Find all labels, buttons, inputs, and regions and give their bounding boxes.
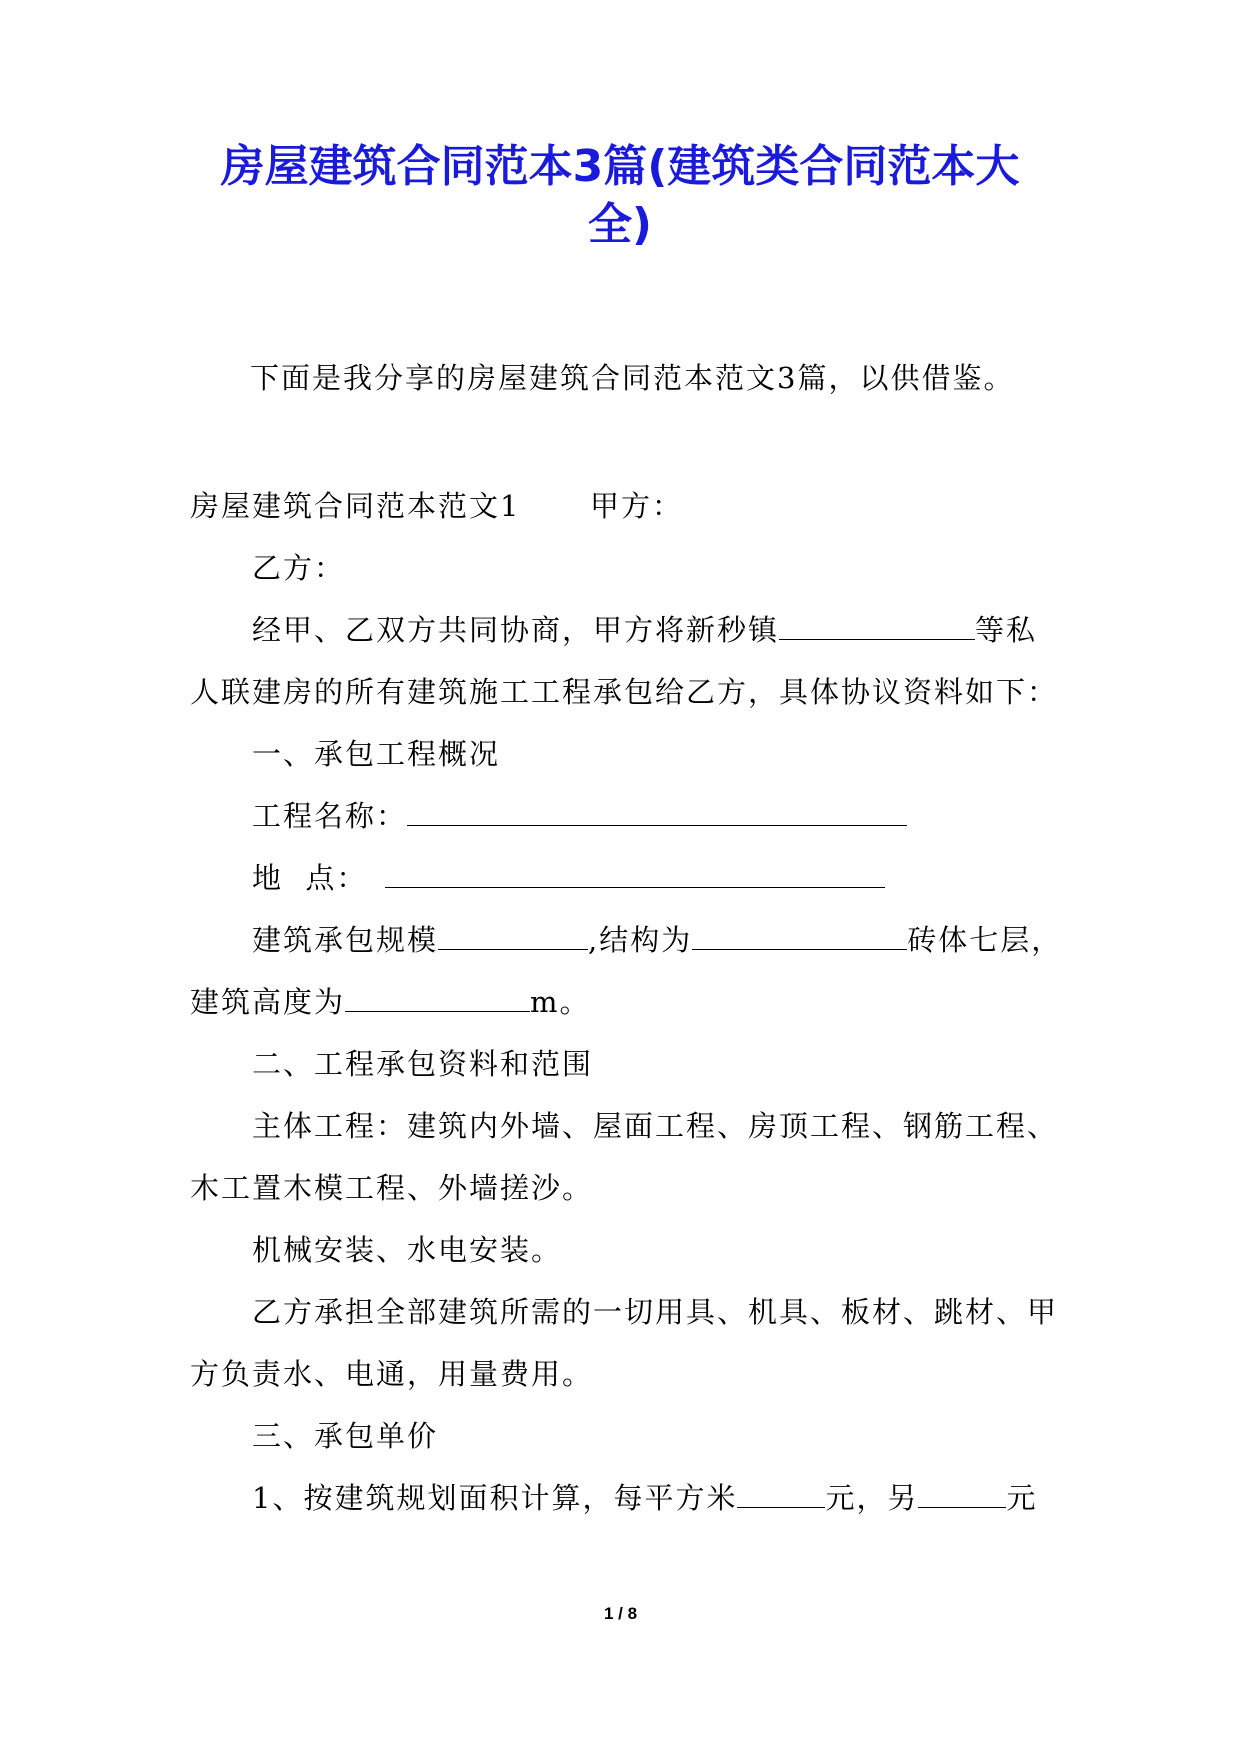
price-text-b: 元，另 — [825, 1481, 919, 1515]
section1-heading: 房屋建筑合同范本范文1 — [190, 489, 521, 523]
document-title-line1: 房屋建筑合同范本3篇(建筑类合同范本大 — [220, 141, 1020, 192]
main-work-line1: 主体工程：建筑内外墙、屋面工程、房顶工程、钢筋工程、 — [252, 1109, 1059, 1143]
scale-text-a: 建筑承包规模 — [252, 923, 439, 957]
project-name-label: 工程名称： — [252, 799, 408, 833]
party-a-label: 甲方： — [590, 489, 684, 523]
install-line: 机械安装、水电安装。 — [252, 1233, 563, 1267]
intro-paragraph: 下面是我分享的房屋建筑合同范本范文3篇，以供借鉴。 — [250, 361, 1015, 395]
agreement-line1 — [252, 610, 1037, 650]
price-line — [252, 1478, 1037, 1518]
tools-line1: 乙方承担全部建筑所需的一切用具、机具、板材、跳材、甲 — [252, 1295, 1059, 1329]
agreement-text-a: 经甲、乙双方共同协商，甲方将新秒镇 — [252, 613, 780, 647]
heading-3: 三、承包单价 — [252, 1419, 439, 1453]
agreement-text-b: 等私 — [975, 613, 1038, 647]
document-title-line2: 全) — [587, 199, 653, 250]
scale-blank — [438, 923, 588, 950]
heading-1: 一、承包工程概况 — [252, 737, 501, 771]
height-text-a: 建筑高度为 — [190, 985, 346, 1019]
height-blank — [345, 985, 530, 1012]
height-line — [190, 982, 591, 1022]
project-name-blank — [407, 799, 907, 826]
extra-price-blank — [918, 1481, 1006, 1508]
structure-blank — [692, 923, 907, 950]
heading-2: 二、工程承包资料和范围 — [252, 1047, 594, 1081]
main-work-line2: 木工置木模工程、外墙搓沙。 — [190, 1171, 594, 1205]
scale-text-b: ,结构为 — [588, 923, 693, 957]
town-blank — [779, 613, 975, 640]
project-name-line — [252, 796, 907, 836]
location-label: 地 点： — [252, 861, 368, 895]
page-number: 1 / 8 — [603, 1604, 638, 1623]
scale-line — [252, 920, 1062, 960]
tools-line2: 方负责水、电通，用量费用。 — [190, 1357, 594, 1391]
party-b-label: 乙方： — [252, 551, 346, 585]
price-blank — [737, 1481, 825, 1508]
location-line — [252, 858, 885, 898]
height-text-b: m。 — [530, 985, 591, 1019]
price-text-a: 1、按建筑规划面积计算，每平方米 — [252, 1481, 738, 1515]
price-text-c: 元 — [1006, 1481, 1038, 1515]
location-blank — [385, 861, 885, 888]
scale-text-c: 砖体七层， — [907, 923, 1063, 957]
agreement-line2: 人联建房的所有建筑施工工程承包给乙方，具体协议资料如下： — [190, 675, 1059, 709]
